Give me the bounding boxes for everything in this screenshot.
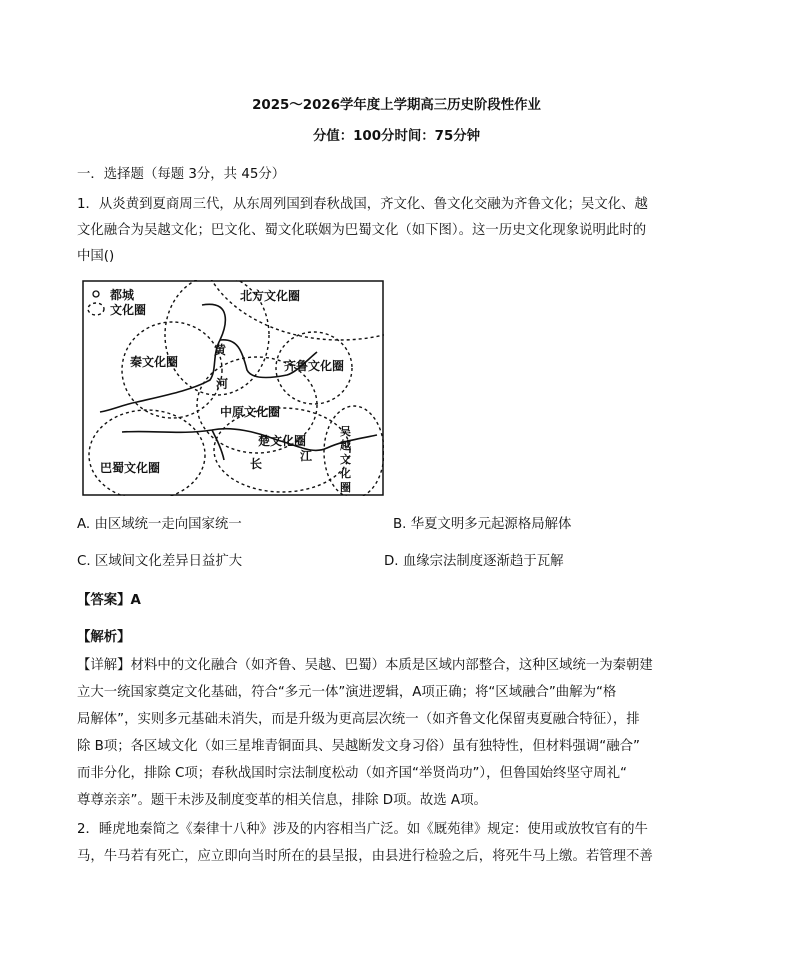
document-title: 2025～2026学年度上学期高三历史阶段性作业	[252, 98, 541, 113]
yangtze-label-jiang: 江	[300, 449, 313, 463]
q1-line-3: 中国()	[77, 249, 115, 264]
explanation-line-3: 局解体”，实则多元基础未消失，而是升级为更高层次统一（如齐鲁文化保留夷夏融合特征），排	[77, 712, 640, 727]
north-culture-label: 北方文化圈	[240, 289, 301, 303]
qin-culture-label: 秦文化圈	[130, 355, 179, 369]
zhongyuan-culture-label: 中原文化圈	[220, 405, 281, 419]
culture-map-svg	[82, 280, 384, 496]
wuyue-label-2: 越	[340, 439, 351, 452]
yangtze-label-chang: 长	[250, 457, 263, 471]
option-a: A. 由区域统一走向国家统一	[77, 517, 242, 532]
explanation-line-6: 尊尊亲亲”。题干未涉及制度变革的相关信息，排除 D项。故选 A项。	[77, 793, 487, 808]
yellow-river-label-huang: 黄	[214, 343, 227, 357]
legend-circle-label: 文化圈	[110, 303, 147, 317]
q2-line-1: 2．睡虎地秦简之《秦律十八种》涉及的内容相当广泛。如《厩苑律》规定：使用或放牧官有的牛	[77, 822, 648, 837]
bashu-culture-label: 巴蜀文化圈	[100, 461, 161, 475]
explanation-line-1: 【详解】材料中的文化融合（如齐鲁、吴越、巴蜀）本质是区域内部整合，这种区域统一为秦朝建	[77, 658, 653, 673]
explanation-line-5: 而非分化，排除 C项；春秋战国时宗法制度松动（如齐国“举贤尚功”），但鲁国始终坚守周礼“	[77, 766, 627, 781]
document-subtitle: 分值：100分时间：75分钟	[312, 129, 481, 144]
q1-line-2: 文化融合为吴越文化；巴文化、蜀文化联姻为巴蜀文化（如下图）。这一历史文化现象说明此时的	[77, 223, 647, 238]
chu-culture-label: 楚文化圈	[258, 434, 307, 448]
culture-map	[82, 280, 384, 496]
option-d: D. 血缘宗法制度逐渐趋于瓦解	[384, 554, 564, 569]
wuyue-label-4: 化	[340, 467, 351, 480]
wuyue-label-5: 圈	[340, 481, 351, 494]
legend-city-label: 都城	[110, 288, 135, 302]
qilu-culture-label: 齐鲁文化圈	[284, 359, 345, 373]
yellow-river-label-he: 河	[216, 377, 229, 391]
analysis-label: 【解析】	[77, 630, 131, 645]
explanation-line-2: 立大一统国家奠定文化基础，符合“多元一体”演进逻辑，A项正确；将“区域融合”曲解为“格	[77, 685, 617, 700]
wuyue-label-3: 文	[340, 453, 351, 466]
answer-label: 【答案】A	[77, 593, 141, 608]
q2-line-2: 马，牛马若有死亡，应立即向当时所在的县呈报，由县进行检验之后，将死牛马上缴。若管理不善	[77, 849, 653, 864]
explanation-line-4: 除 B项；各区域文化（如三星堆青铜面具、吴越断发文身习俗）虽有独特性，但材料强调“融合”	[77, 739, 640, 754]
option-c: C. 区域间文化差异日益扩大	[77, 554, 243, 569]
wuyue-label-1: 吴	[340, 425, 351, 438]
q1-line-1: 1．从炎黄到夏商周三代，从东周列国到春秋战国，齐文化、鲁文化交融为齐鲁文化；吴文化、越	[77, 197, 648, 212]
option-b: B. 华夏文明多元起源格局解体	[393, 517, 572, 532]
section-heading: 一．选择题（每题 3分，共 45分）	[77, 167, 286, 182]
